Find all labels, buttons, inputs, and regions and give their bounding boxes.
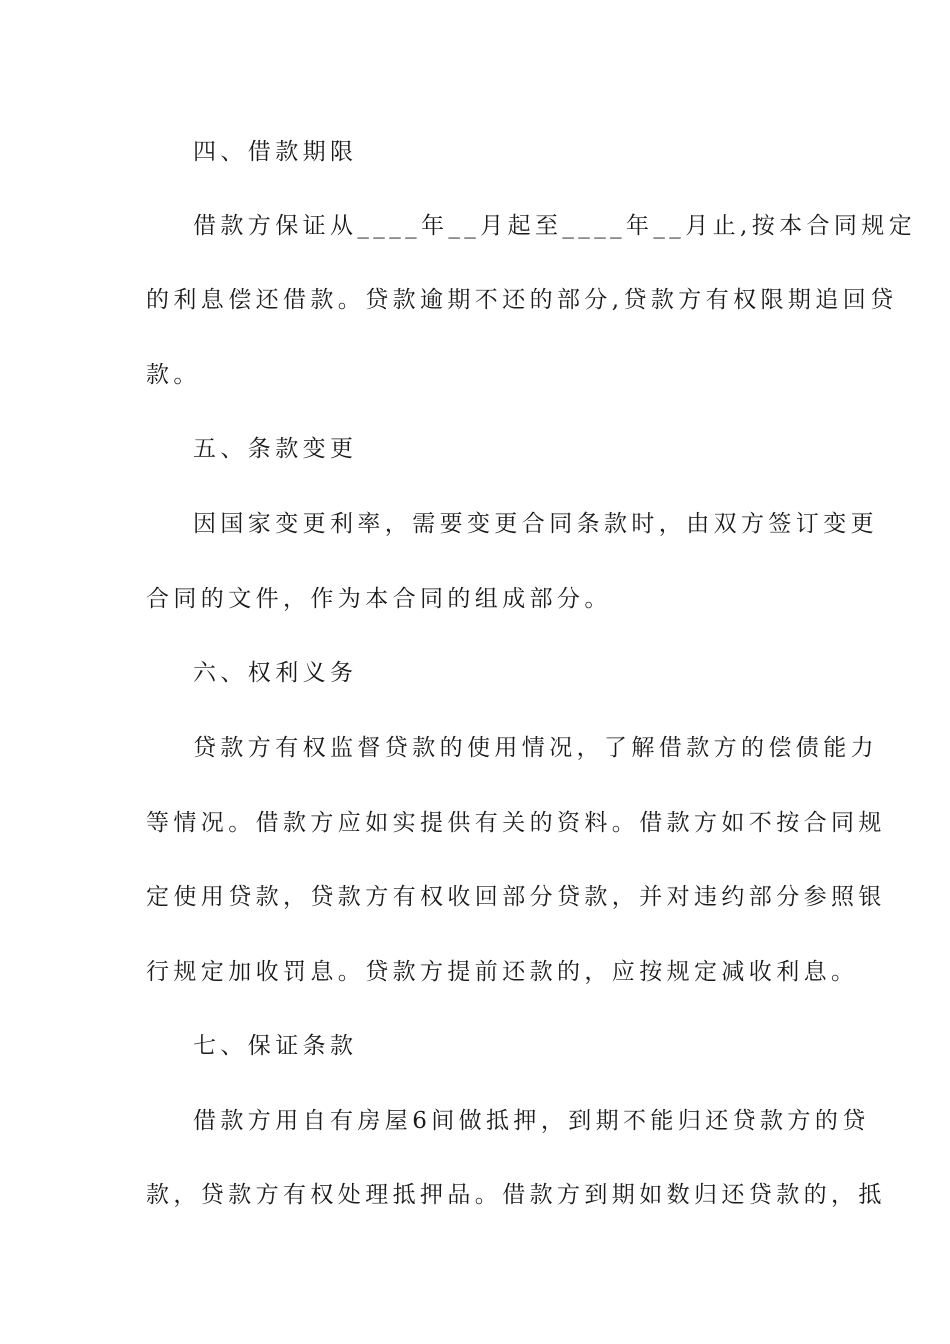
- paragraph-line: 等情况。借款方应如实提供有关的资料。借款方如不按合同规: [146, 810, 886, 836]
- paragraph-line: 款，贷款方有权处理抵押品。借款方到期如数归还贷款的，抵: [146, 1182, 886, 1208]
- section-heading-loan-term: 四、借款期限: [193, 139, 358, 165]
- paragraph-line: 贷款方有权监督贷款的使用情况，了解借款方的偿债能力: [193, 735, 878, 761]
- paragraph-line: 定使用贷款，贷款方有权收回部分贷款，并对违约部分参照银: [146, 884, 886, 910]
- paragraph-line: 的利息偿还借款。贷款逾期不还的部分,贷款方有权限期追回贷: [146, 287, 898, 313]
- paragraph-line: 借款方用自有房屋6间做抵押，到期不能归还贷款方的贷: [193, 1108, 870, 1134]
- section-heading-rights-obligations: 六、权利义务: [193, 660, 358, 686]
- section-heading-guarantee: 七、保证条款: [193, 1033, 358, 1059]
- paragraph-line: 行规定加收罚息。贷款方提前还款的，应按规定减收利息。: [146, 959, 859, 985]
- paragraph-line: 借款方保证从____年__月起至____年__月止,按本合同规定: [193, 213, 917, 239]
- section-heading-clause-change: 五、条款变更: [193, 436, 358, 462]
- paragraph-line: 因国家变更利率，需要变更合同条款时，由双方签订变更: [193, 511, 878, 537]
- paragraph-line: 合同的文件，作为本合同的组成部分。: [146, 586, 612, 612]
- paragraph-line: 款。: [146, 362, 201, 388]
